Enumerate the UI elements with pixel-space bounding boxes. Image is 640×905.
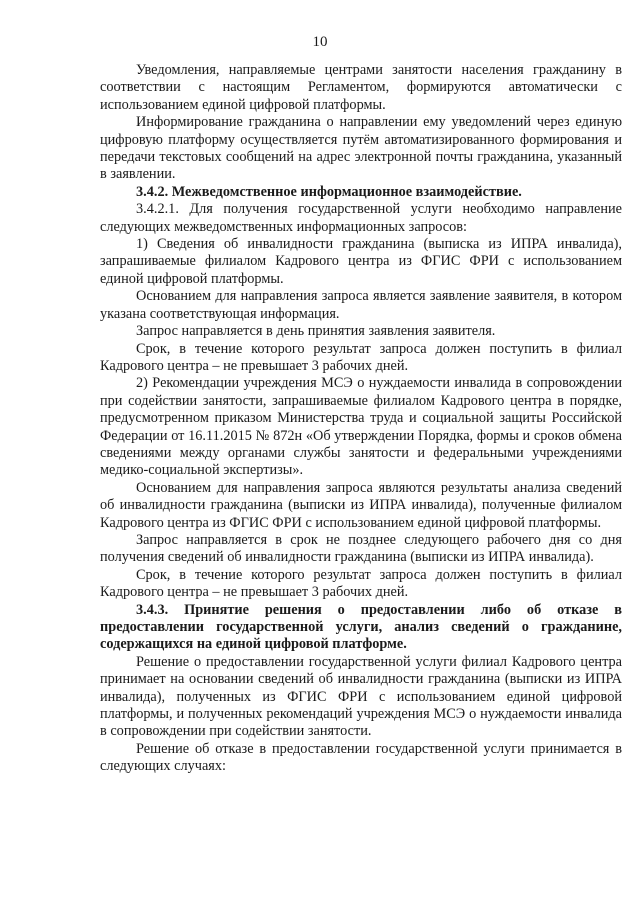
document-body [100,62,622,776]
paragraph-decision-provide: Решение о предоставлении государственной услуги филиал Кадрового центра принимает на основании сведений об инвалидности гражданина (выписки из ИПРА инвалида), полученных из ФГИС ФРИ с использованием единой цифровой платформы, и полученных рекомендаций учреждения МСЭ о нуждаемости инвалида в сопровождении при содействии занятости. [100,653,622,740]
list-item-1: 1) Сведения об инвалидности гражданина (выписка из ИПРА инвалида), запрашиваемые филиалом Кадрового центра из ФГИС ФРИ с использованием единой цифровой платформы. [100,236,622,287]
paragraph-decision-refuse: Решение об отказе в предоставлении государственной услуги принимается в следующих случаях: [100,740,622,775]
paragraph-request-sent-2: Запрос направляется в срок не позднее следующего рабочего дня со дня получения сведений об инвалидности гражданина (выписки из ИПРА инвалида). [100,531,622,566]
paragraph-request-sent-1: Запрос направляется в день принятия заявления заявителя. [136,323,496,340]
paragraph-notifications: Уведомления, направляемые центрами занятости населения гражданину в соответствии с настоящим Регламентом, формируются автоматически с использованием единой цифровой платформы. [100,62,622,113]
section-heading-3-4-3: 3.4.3. Принятие решения о предоставлении либо об отказе в предоставлении государственной услуги, анализ сведений о гражданине, содержащихся на единой цифровой платформе. [100,601,622,653]
paragraph-term-1: Срок, в течение которого результат запроса должен поступить в филиал Кадрового центра – не превышает 3 рабочих дней. [100,340,622,374]
paragraph-term-2: Срок, в течение которого результат запроса должен поступить в филиал Кадрового центра – не превышает 3 рабочих дней. [100,566,622,601]
paragraph-3-4-2-1: 3.4.2.1. Для получения государственной услуги необходимо направление следующих межведомственных информационных запросов: [100,201,622,235]
paragraph-basis-2: Основанием для направления запроса являются результаты анализа сведений об инвалидности гражданина (выписки из ИПРА инвалида), полученные филиалом Кадрового центра из ФГИС ФРИ с использованием единой цифровой платформы. [100,479,622,531]
page-number: 10 [312,34,328,50]
section-heading-3-4-2: 3.4.2. Межведомственное информационное взаимодействие. [136,183,522,200]
paragraph-basis-1: Основанием для направления запроса является заявление заявителя, в котором указана соответствующая информация. [100,288,622,322]
paragraph-informing: Информирование гражданина о направлении ему уведомлений через единую цифровую платформу осуществляется путём автоматизированного формирования и передачи текстовых сообщений на адрес электронной почты гражданина, указанный в заявлении. [100,114,622,183]
list-item-2: 2) Рекомендации учреждения МСЭ о нуждаемости инвалида в сопровождении при содействии занятости, запрашиваемые филиалом Кадрового центра в порядке, предусмотренном приказом Министерства труда и социальной защиты Российской Федерации от 16.11.2015 № 872н «Об утверждении Порядка, формы и сроков обмена сведениями между органами службы занятости и федеральными учреждениями медико-социальной экспертизы». [100,375,622,479]
